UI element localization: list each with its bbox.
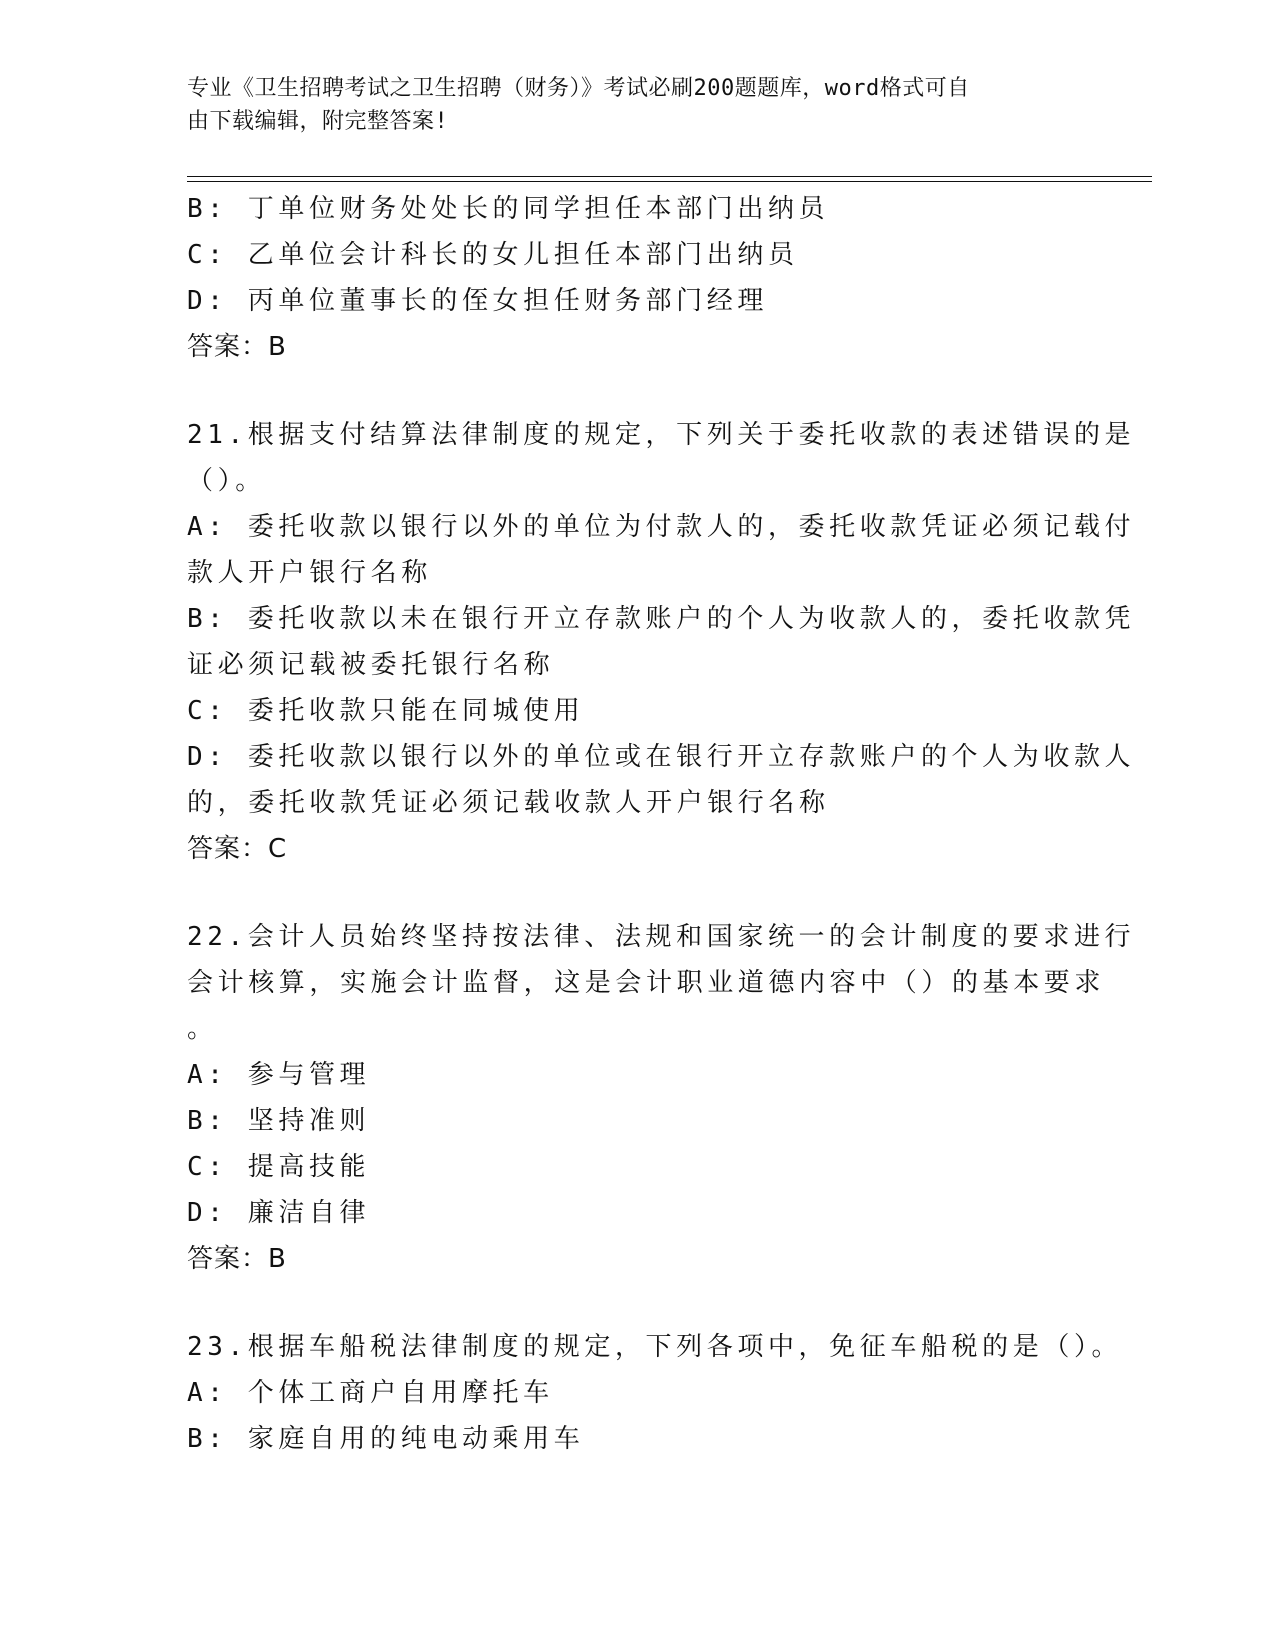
question-block-21: [187, 412, 1136, 872]
question-stem-line: 会计核算，实施会计监督，这是会计职业道德内容中（）的基本要求: [187, 968, 1106, 998]
answer-line: 答案：B: [187, 332, 287, 362]
option-line: 的，委托收款凭证必须记载收款人开户银行名称: [187, 788, 830, 818]
option-line: B: 坚持准则: [187, 1106, 371, 1136]
option-line: C: 委托收款只能在同城使用: [187, 696, 585, 726]
option-line: D: 廉洁自律: [187, 1198, 371, 1228]
question-stem-line: （）。: [187, 466, 266, 496]
option-line: C: 乙单位会计科长的女儿担任本部门出纳员: [187, 240, 799, 270]
question-stem-line: 21.根据支付结算法律制度的规定，下列关于委托收款的表述错误的是: [187, 420, 1136, 450]
question-content: [187, 186, 1136, 1462]
header-divider-top: [187, 176, 1152, 177]
spacer: [187, 1282, 1087, 1324]
option-line: D: 委托收款以银行以外的单位或在银行开立存款账户的个人为收款人: [187, 742, 1136, 772]
option-line: C: 提高技能: [187, 1152, 371, 1182]
answer-line: 答案：C: [187, 834, 288, 864]
header-line: 由下载编辑，附完整答案!: [187, 109, 449, 134]
option-line: A: 个体工商户自用摩托车: [187, 1378, 554, 1408]
question-stem-line: 。: [187, 1014, 218, 1044]
option-line: A: 委托收款以银行以外的单位为付款人的，委托收款凭证必须记载付: [187, 512, 1136, 542]
question-block-23: [187, 1324, 1123, 1462]
question-block-22: [187, 914, 1136, 1282]
answer-line: 答案：B: [187, 1244, 287, 1274]
question-stem-line: 22.会计人员始终坚持按法律、法规和国家统一的会计制度的要求进行: [187, 922, 1136, 952]
option-line: B: 丁单位财务处处长的同学担任本部门出纳员: [187, 194, 830, 224]
spacer: [187, 872, 1087, 914]
header-divider-bottom: [187, 181, 1152, 182]
spacer: [187, 370, 1087, 412]
option-line: B: 委托收款以未在银行开立存款账户的个人为收款人的，委托收款凭: [187, 604, 1136, 634]
document-header: [187, 72, 1067, 138]
header-line: 专业《卫生招聘考试之卫生招聘（财务）》考试必刷200题题库，word格式可自: [187, 76, 970, 101]
question-stem-line: 23.根据车船税法律制度的规定，下列各项中，免征车船税的是（）。: [187, 1332, 1123, 1362]
option-line: 证必须记载被委托银行名称: [187, 650, 555, 680]
option-line: D: 丙单位董事长的侄女担任财务部门经理: [187, 286, 768, 316]
option-line: B: 家庭自用的纯电动乘用车: [187, 1424, 585, 1454]
question-block-prev: [187, 186, 1087, 370]
option-line: A: 参与管理: [187, 1060, 371, 1090]
option-line: 款人开户银行名称: [187, 558, 432, 588]
